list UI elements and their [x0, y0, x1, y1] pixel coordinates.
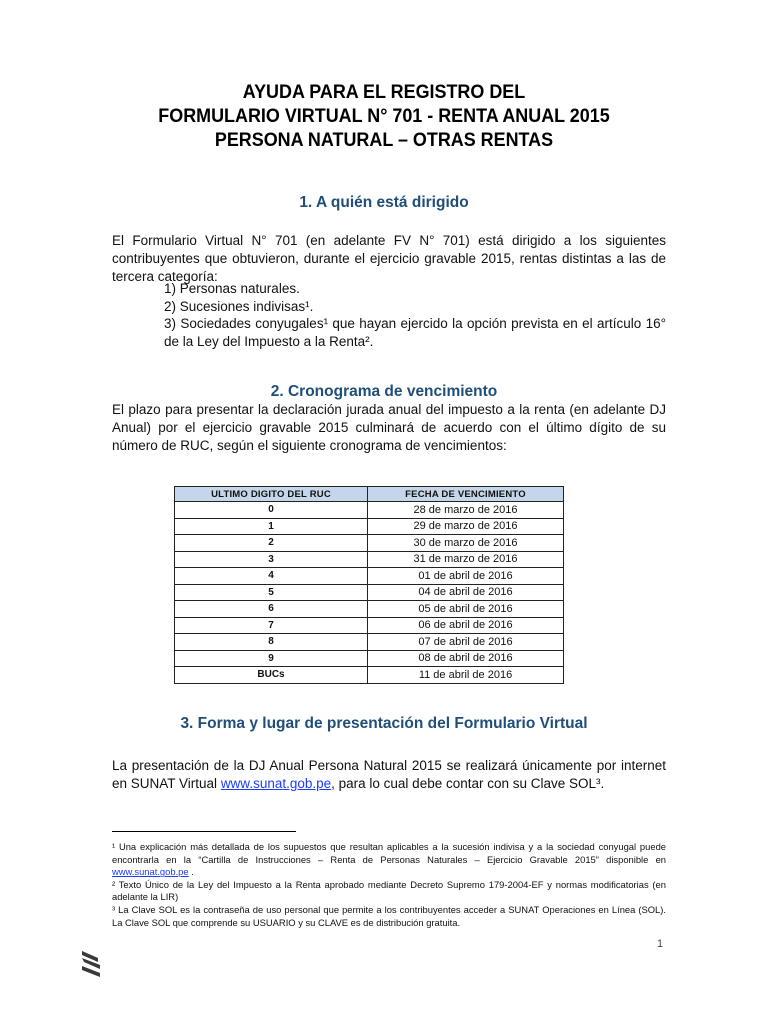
column-header-ruc-digit: ULTIMO DIGITO DEL RUC — [175, 487, 368, 502]
section-3-heading: 3. Forma y lugar de presentación del Formulario Virtual — [180, 715, 588, 732]
section-2-intro: El plazo para presentar la declaración jurada anual del impuesto a la renta (en adelante DJ Anual) por el ejercicio gravable 2015 culminará de acuerdo con el último dígito de su número de RUC, según el siguiente cronograma de vencimientos: — [112, 402, 666, 453]
ruc-digit-cell: 8 — [175, 634, 368, 651]
footnotes — [112, 841, 666, 929]
footnote-1-end: . — [188, 866, 194, 878]
table-row — [175, 502, 564, 519]
table-row — [175, 617, 564, 634]
table-row — [175, 535, 564, 552]
footnote-3: ³ La Clave SOL es la contraseña de uso personal que permite a los contribuyentes acceder a SUNAT Operaciones en Línea (SOL). La Clave SOL que comprende su USUARIO y su CLAVE es de distribución gratuita. — [112, 903, 666, 928]
due-date-cell: 04 de abril de 2016 — [368, 584, 564, 601]
page-number: 1 — [657, 938, 664, 950]
table-row — [175, 518, 564, 535]
footnote-divider — [112, 831, 296, 832]
table-row — [175, 634, 564, 651]
footnote-2: ² Texto Único de la Ley del Impuesto a la Renta aprobado mediante Decreto Supremo 179-2004-EF y normas modificatorias (en adelante la LIR) — [112, 878, 666, 903]
table-row — [175, 601, 564, 618]
footnote-1-text: ¹ Una explicación más detallada de los supuestos que resultan aplicables a la sucesión indivisa y a la sociedad conyugal puede encontrarla en la “Cartilla de Instrucciones – Renta de Personas Naturales – Ejercicio Gravable 2015” disponible en — [112, 841, 666, 865]
table-row — [175, 667, 564, 684]
sunat-website-link[interactable]: www.sunat.gob.pe — [220, 776, 332, 791]
title-line-2: FORMULARIO VIRTUAL N° 701 - RENTA ANUAL 2015 — [158, 105, 610, 127]
ruc-digit-cell: 5 — [175, 584, 368, 601]
due-date-table — [174, 486, 564, 684]
footnote-1 — [112, 841, 666, 879]
section-1-heading: 1. A quién está dirigido — [299, 194, 469, 211]
due-date-cell: 01 de abril de 2016 — [368, 568, 564, 585]
section-2-heading: 2. Cronograma de vencimiento — [270, 383, 498, 400]
table-header-row — [175, 487, 564, 502]
due-date-cell: 31 de marzo de 2016 — [368, 551, 564, 568]
ruc-digit-cell: BUCs — [175, 667, 368, 684]
ruc-digit-cell: 9 — [175, 650, 368, 667]
due-date-cell: 07 de abril de 2016 — [368, 634, 564, 651]
table-row — [175, 551, 564, 568]
section-3-text-end: , para lo cual debe contar con su Clave SOL³. — [331, 776, 605, 791]
due-date-cell: 29 de marzo de 2016 — [368, 518, 564, 535]
ruc-digit-cell: 6 — [175, 601, 368, 618]
section-3-text-start: La presentación de la DJ Anual Persona Natural 2015 se realizará únicamente por internet en SUNAT Virtual — [112, 758, 666, 791]
ruc-digit-cell: 0 — [175, 502, 368, 519]
ruc-digit-cell: 7 — [175, 617, 368, 634]
ruc-digit-cell: 3 — [175, 551, 368, 568]
section-3-text — [112, 757, 666, 793]
title-line-1: AYUDA PARA EL REGISTRO DEL — [242, 81, 526, 103]
ruc-digit-cell: 4 — [175, 568, 368, 585]
list-item: 2) Sucesiones indivisas¹. — [164, 298, 314, 314]
due-date-cell: 08 de abril de 2016 — [368, 650, 564, 667]
ruc-digit-cell: 1 — [175, 518, 368, 535]
due-date-cell: 28 de marzo de 2016 — [368, 502, 564, 519]
table-row — [175, 650, 564, 667]
column-header-due-date: FECHA DE VENCIMIENTO — [368, 487, 564, 502]
sunat-logo-icon — [78, 947, 104, 981]
table-row — [175, 568, 564, 585]
table-row — [175, 584, 564, 601]
due-date-cell: 06 de abril de 2016 — [368, 617, 564, 634]
section-1-list — [164, 280, 666, 350]
due-date-cell: 11 de abril de 2016 — [368, 667, 564, 684]
section-1-intro: El Formulario Virtual N° 701 (en adelante FV N° 701) está dirigido a los siguientes contribuyentes que obtuvieron, durante el ejercicio gravable 2015, rentas distintas a las de tercera categoría: — [112, 233, 666, 284]
footnote-sunat-link[interactable]: www.sunat.gob.pe — [112, 866, 189, 878]
list-item: 1) Personas naturales. — [164, 281, 300, 296]
ruc-digit-cell: 2 — [175, 535, 368, 552]
due-date-cell: 30 de marzo de 2016 — [368, 535, 564, 552]
list-item: 3) Sociedades conyugales¹ que hayan ejercido la opción prevista en el artículo 16° de la Ley del Impuesto a la Renta². — [164, 316, 666, 349]
document-title — [31, 80, 738, 152]
due-date-cell: 05 de abril de 2016 — [368, 601, 564, 618]
title-line-3: PERSONA NATURAL – OTRAS RENTAS — [214, 129, 554, 151]
